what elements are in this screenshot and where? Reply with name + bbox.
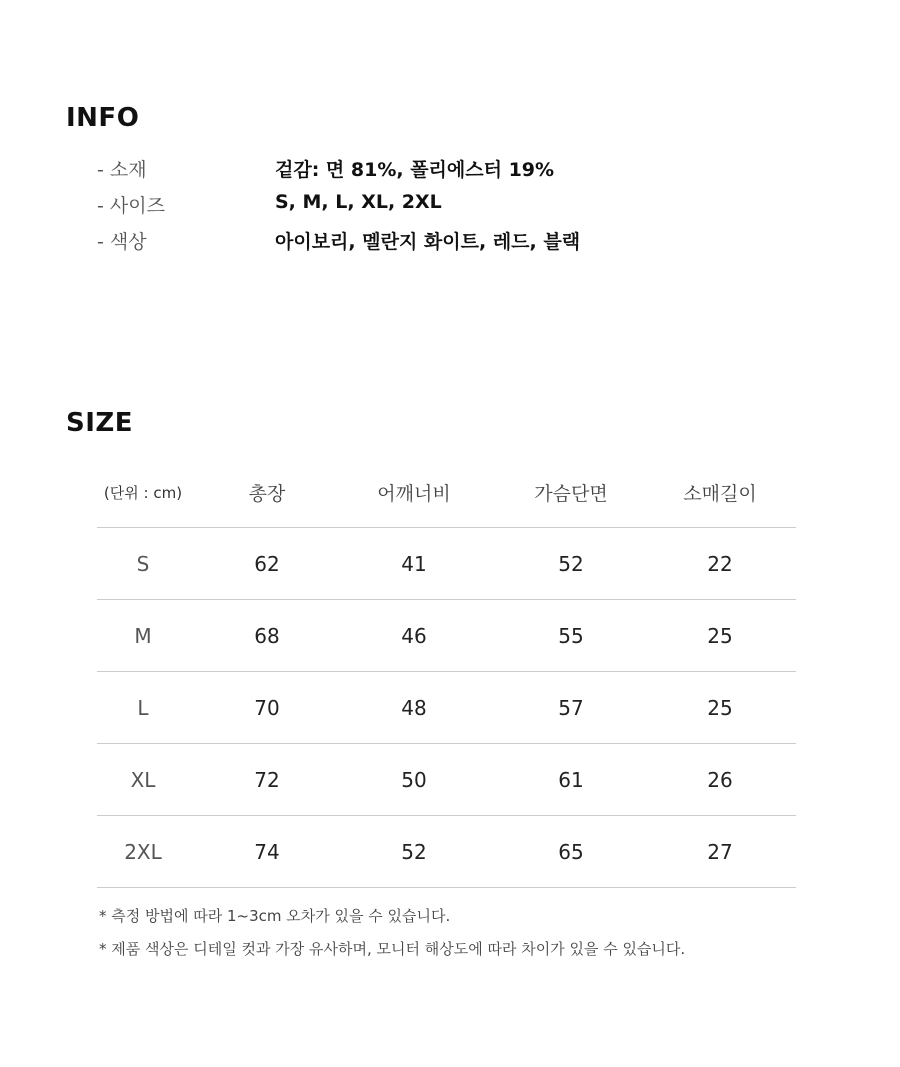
size-table	[97, 458, 796, 888]
info-section-title: INFO	[66, 103, 140, 133]
header-shoulder-width: 어깨너비	[377, 483, 451, 505]
table-cell: 52	[401, 839, 427, 864]
table-cell: 72	[254, 767, 280, 792]
table-row	[97, 744, 796, 816]
table-row	[97, 672, 796, 744]
table-cell: 55	[558, 623, 584, 648]
table-cell: 22	[707, 551, 733, 576]
table-cell: 46	[401, 623, 427, 648]
table-cell: 70	[254, 695, 280, 720]
table-cell: 62	[254, 551, 280, 576]
table-cell: 26	[707, 767, 733, 792]
info-value: 겉감: 면 81%, 폴리에스터 19%	[275, 159, 555, 181]
size-name-cell: L	[137, 695, 149, 720]
table-cell: 61	[558, 767, 584, 792]
table-cell: 50	[401, 767, 427, 792]
table-row	[97, 528, 796, 600]
table-cell: 25	[707, 695, 733, 720]
table-row	[97, 816, 796, 888]
header-sleeve-length: 소매길이	[683, 483, 757, 505]
table-cell: 68	[254, 623, 280, 648]
info-label: - 색상	[97, 231, 147, 253]
table-cell: 27	[707, 839, 733, 864]
info-label: - 사이즈	[97, 195, 165, 217]
info-value: 아이보리, 멜란지 화이트, 레드, 블랙	[275, 231, 581, 253]
table-cell: 74	[254, 839, 280, 864]
header-total-length: 총장	[248, 483, 286, 505]
header-chest-width: 가슴단면	[534, 483, 608, 505]
table-cell: 57	[558, 695, 584, 720]
table-cell: 48	[401, 695, 427, 720]
table-cell: 52	[558, 551, 584, 576]
info-row-size	[97, 191, 797, 221]
table-header-row	[97, 458, 796, 528]
size-name-cell: XL	[130, 767, 156, 792]
size-name-cell: 2XL	[124, 839, 162, 864]
size-name-cell: S	[136, 551, 150, 576]
table-row	[97, 600, 796, 672]
size-section-title: SIZE	[66, 408, 134, 438]
table-cell: 41	[401, 551, 427, 576]
measurement-note: * 측정 방법에 따라 1~3cm 오차가 있을 수 있습니다.	[99, 907, 451, 925]
info-label: - 소재	[97, 159, 147, 181]
info-row-color	[97, 227, 797, 257]
size-name-cell: M	[134, 623, 152, 648]
info-row-material	[97, 155, 797, 185]
info-value: S, M, L, XL, 2XL	[275, 191, 442, 213]
table-cell: 25	[707, 623, 733, 648]
color-note: * 제품 색상은 디테일 컷과 가장 유사하며, 모니터 해상도에 따라 차이가 있을 수 있습니다.	[99, 940, 686, 958]
table-cell: 65	[558, 839, 584, 864]
unit-header: (단위 : cm)	[103, 484, 183, 502]
